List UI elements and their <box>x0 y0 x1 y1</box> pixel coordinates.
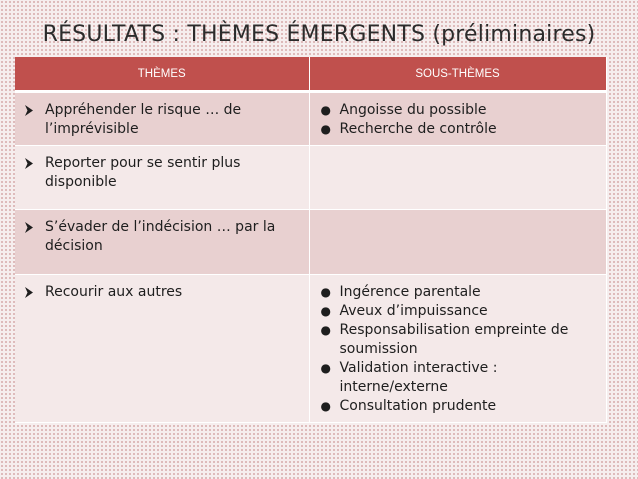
subtheme-item <box>316 101 602 120</box>
subtheme-item <box>316 283 602 302</box>
theme-cell <box>15 275 309 423</box>
table-header-row <box>15 57 606 92</box>
slide-title: RÉSULTATS : THÈMES ÉMERGENTS (préliminaires) <box>42 22 596 47</box>
round-bullet-icon: ● <box>320 399 331 413</box>
subtheme-text: Aveux d’impuissance <box>339 303 488 319</box>
subtheme-item <box>316 302 602 321</box>
table-row <box>15 92 606 146</box>
theme-text: Appréhender le risque … de l’imprévisible <box>45 102 242 137</box>
subtheme-text: Recherche de contrôle <box>339 121 497 137</box>
arrow-bullet-icon <box>21 283 37 302</box>
theme-item <box>21 101 305 139</box>
round-bullet-icon: ● <box>320 304 331 318</box>
table-row <box>15 275 606 423</box>
theme-text: Recourir aux autres <box>45 284 183 300</box>
theme-cell <box>15 92 309 146</box>
round-bullet-icon: ● <box>320 323 331 337</box>
theme-item <box>21 283 305 302</box>
subtheme-text: Validation interactive : interne/externe <box>339 360 498 395</box>
theme-text: S’évader de l’indécision … par la décision <box>45 219 276 254</box>
table-row <box>15 210 606 275</box>
table-row <box>15 146 606 210</box>
subtheme-text: Angoisse du possible <box>339 102 487 118</box>
subtheme-cell <box>309 210 606 275</box>
subtheme-text: Consultation prudente <box>339 398 497 414</box>
subtheme-cell <box>309 275 606 423</box>
subtheme-cell <box>309 146 606 210</box>
theme-item <box>21 218 305 256</box>
subtheme-text: Ingérence parentale <box>339 284 481 300</box>
round-bullet-icon: ● <box>320 103 331 117</box>
subtheme-item <box>316 120 602 139</box>
round-bullet-icon: ● <box>320 285 331 299</box>
theme-cell <box>15 210 309 275</box>
subtheme-item <box>316 321 602 359</box>
arrow-bullet-icon <box>21 218 37 237</box>
theme-item <box>21 154 305 192</box>
themes-table <box>15 57 607 423</box>
arrow-bullet-icon <box>21 154 37 173</box>
header-subthemes: SOUS-THÈMES <box>309 57 606 92</box>
header-themes: THÈMES <box>15 57 309 92</box>
theme-text: Reporter pour se sentir plus disponible <box>45 155 241 190</box>
subtheme-item <box>316 359 602 397</box>
theme-cell <box>15 146 309 210</box>
round-bullet-icon: ● <box>320 361 331 375</box>
subtheme-text: Responsabilisation empreinte de soumission <box>339 322 569 357</box>
subtheme-item <box>316 397 602 416</box>
round-bullet-icon: ● <box>320 122 331 136</box>
arrow-bullet-icon <box>21 101 37 120</box>
subtheme-cell <box>309 92 606 146</box>
